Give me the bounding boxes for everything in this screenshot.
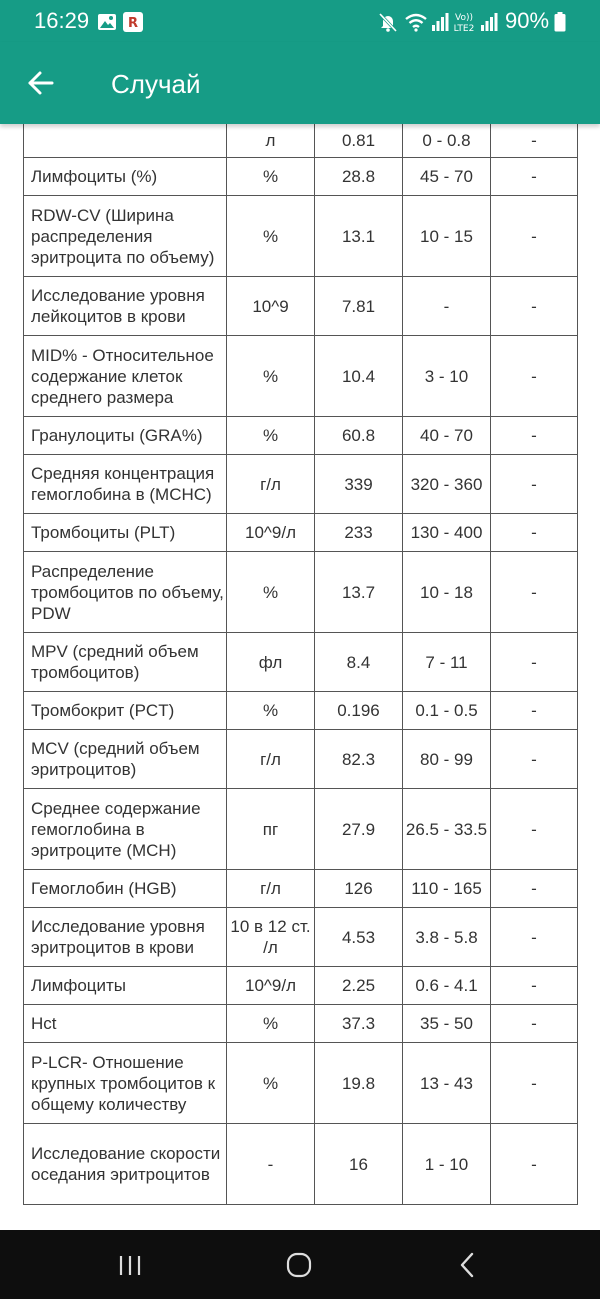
test-value: 0.81 xyxy=(315,124,403,158)
test-name: Среднее содержание гемоглобина в эритроците (MCH) xyxy=(24,789,227,870)
signal-icon xyxy=(480,13,498,31)
app-notification-icon xyxy=(122,11,144,33)
test-range: 45 - 70 xyxy=(403,158,491,196)
test-unit: л xyxy=(227,124,315,158)
test-unit: 10^9/л xyxy=(227,514,315,552)
test-unit: 10 в 12 ст. /л xyxy=(227,908,315,967)
table-row xyxy=(24,1005,578,1043)
test-name: Hct xyxy=(24,1005,227,1043)
test-note: - xyxy=(491,730,578,789)
test-name: Тромбоциты (PLT) xyxy=(24,514,227,552)
table-row xyxy=(24,124,578,158)
arrow-left-icon[interactable] xyxy=(22,64,60,102)
test-note: - xyxy=(491,336,578,417)
test-unit: 10^9/л xyxy=(227,967,315,1005)
test-range: 1 - 10 xyxy=(403,1124,491,1205)
svg-text:Vo)): Vo)) xyxy=(455,13,473,23)
test-range: 80 - 99 xyxy=(403,730,491,789)
test-unit: фл xyxy=(227,633,315,692)
test-value: 82.3 xyxy=(315,730,403,789)
recents-icon[interactable] xyxy=(110,1250,150,1280)
navigation-bar xyxy=(0,1230,600,1299)
test-range: 3.8 - 5.8 xyxy=(403,908,491,967)
test-value: 7.81 xyxy=(315,277,403,336)
table-row xyxy=(24,730,578,789)
test-name: MID% - Относительное содержание клеток среднего размера xyxy=(24,336,227,417)
test-name: Лимфоциты (%) xyxy=(24,158,227,196)
test-unit: пг xyxy=(227,789,315,870)
test-name: Тромбокрит (PCT) xyxy=(24,692,227,730)
volte-lte2-icon xyxy=(451,10,477,34)
table-row xyxy=(24,158,578,196)
test-range: 320 - 360 xyxy=(403,455,491,514)
test-unit: % xyxy=(227,1005,315,1043)
test-name: RDW-CV (Ширина распределения эритроцита по объему) xyxy=(24,196,227,277)
table-row xyxy=(24,789,578,870)
test-name: MCV (средний объем эритроцитов) xyxy=(24,730,227,789)
test-unit: 10^9 xyxy=(227,277,315,336)
test-note: - xyxy=(491,692,578,730)
table-row xyxy=(24,1124,578,1205)
test-range: 130 - 400 xyxy=(403,514,491,552)
table-row xyxy=(24,633,578,692)
test-note: - xyxy=(491,967,578,1005)
test-unit: % xyxy=(227,692,315,730)
test-note: - xyxy=(491,277,578,336)
test-name: Распределение тромбоцитов по объему, PDW xyxy=(24,552,227,633)
test-name: P-LCR- Отношение крупных тромбоцитов к общему количеству xyxy=(24,1043,227,1124)
test-value: 0.196 xyxy=(315,692,403,730)
test-name: MPV (средний объем тромбоцитов) xyxy=(24,633,227,692)
test-note: - xyxy=(491,1124,578,1205)
test-note: - xyxy=(491,1005,578,1043)
test-unit: % xyxy=(227,1043,315,1124)
table-row xyxy=(24,908,578,967)
test-note: - xyxy=(491,417,578,455)
test-name: Исследование скорости оседания эритроцитов xyxy=(24,1124,227,1205)
test-value: 339 xyxy=(315,455,403,514)
test-value: 60.8 xyxy=(315,417,403,455)
test-value: 10.4 xyxy=(315,336,403,417)
test-range: 3 - 10 xyxy=(403,336,491,417)
test-value: 126 xyxy=(315,870,403,908)
test-value: 13.7 xyxy=(315,552,403,633)
test-range: 10 - 15 xyxy=(403,196,491,277)
test-value: 16 xyxy=(315,1124,403,1205)
test-range: 0 - 0.8 xyxy=(403,124,491,158)
battery-percent: 90% xyxy=(505,8,550,33)
svg-text:R: R xyxy=(127,16,139,31)
test-range: 110 - 165 xyxy=(403,870,491,908)
test-unit: г/л xyxy=(227,870,315,908)
table-row xyxy=(24,514,578,552)
test-range: 35 - 50 xyxy=(403,1005,491,1043)
test-unit: г/л xyxy=(227,455,315,514)
test-name xyxy=(24,124,227,158)
test-note: - xyxy=(491,1043,578,1124)
test-name: Гемоглобин (HGB) xyxy=(24,870,227,908)
signal-icon xyxy=(431,13,449,31)
test-note: - xyxy=(491,870,578,908)
test-unit: - xyxy=(227,1124,315,1205)
test-note: - xyxy=(491,124,578,158)
test-note: - xyxy=(491,633,578,692)
status-bar xyxy=(0,0,600,42)
wifi-icon xyxy=(404,12,428,32)
test-unit: % xyxy=(227,196,315,277)
app-bar xyxy=(0,42,600,124)
results-table xyxy=(23,124,578,1205)
test-note: - xyxy=(491,789,578,870)
test-range: 40 - 70 xyxy=(403,417,491,455)
test-name: Лимфоциты xyxy=(24,967,227,1005)
test-range: 13 - 43 xyxy=(403,1043,491,1124)
page-title: Случай xyxy=(111,69,201,99)
test-range: 0.1 - 0.5 xyxy=(403,692,491,730)
home-icon[interactable] xyxy=(279,1250,319,1280)
test-unit: г/л xyxy=(227,730,315,789)
test-name: Гранулоциты (GRA%) xyxy=(24,417,227,455)
nav-back-icon[interactable] xyxy=(448,1250,488,1280)
test-value: 4.53 xyxy=(315,908,403,967)
svg-text:LTE2: LTE2 xyxy=(453,24,475,34)
test-range: 26.5 - 33.5 xyxy=(403,789,491,870)
table-row xyxy=(24,1043,578,1124)
status-time: 16:29 xyxy=(34,8,90,33)
battery-icon xyxy=(554,12,566,32)
test-note: - xyxy=(491,196,578,277)
test-note: - xyxy=(491,908,578,967)
test-range: 7 - 11 xyxy=(403,633,491,692)
table-row xyxy=(24,967,578,1005)
test-note: - xyxy=(491,455,578,514)
test-range: - xyxy=(403,277,491,336)
test-unit: % xyxy=(227,158,315,196)
test-note: - xyxy=(491,552,578,633)
table-row xyxy=(24,277,578,336)
test-value: 2.25 xyxy=(315,967,403,1005)
test-value: 13.1 xyxy=(315,196,403,277)
table-row xyxy=(24,196,578,277)
test-value: 233 xyxy=(315,514,403,552)
test-value: 28.8 xyxy=(315,158,403,196)
table-row xyxy=(24,417,578,455)
test-name: Средняя концентрация гемоглобина в (MCHC) xyxy=(24,455,227,514)
table-row xyxy=(24,692,578,730)
table-row xyxy=(24,870,578,908)
test-name: Исследование уровня эритроцитов в крови xyxy=(24,908,227,967)
test-note: - xyxy=(491,514,578,552)
table-row xyxy=(24,336,578,417)
results-content[interactable] xyxy=(0,124,600,1230)
test-range: 10 - 18 xyxy=(403,552,491,633)
test-value: 8.4 xyxy=(315,633,403,692)
test-unit: % xyxy=(227,417,315,455)
test-value: 27.9 xyxy=(315,789,403,870)
test-value: 37.3 xyxy=(315,1005,403,1043)
mute-icon xyxy=(378,12,398,32)
test-name: Исследование уровня лейкоцитов в крови xyxy=(24,277,227,336)
image-icon xyxy=(97,13,117,31)
test-value: 19.8 xyxy=(315,1043,403,1124)
test-unit: % xyxy=(227,552,315,633)
table-row xyxy=(24,552,578,633)
test-note: - xyxy=(491,158,578,196)
test-unit: % xyxy=(227,336,315,417)
test-range: 0.6 - 4.1 xyxy=(403,967,491,1005)
table-row xyxy=(24,455,578,514)
